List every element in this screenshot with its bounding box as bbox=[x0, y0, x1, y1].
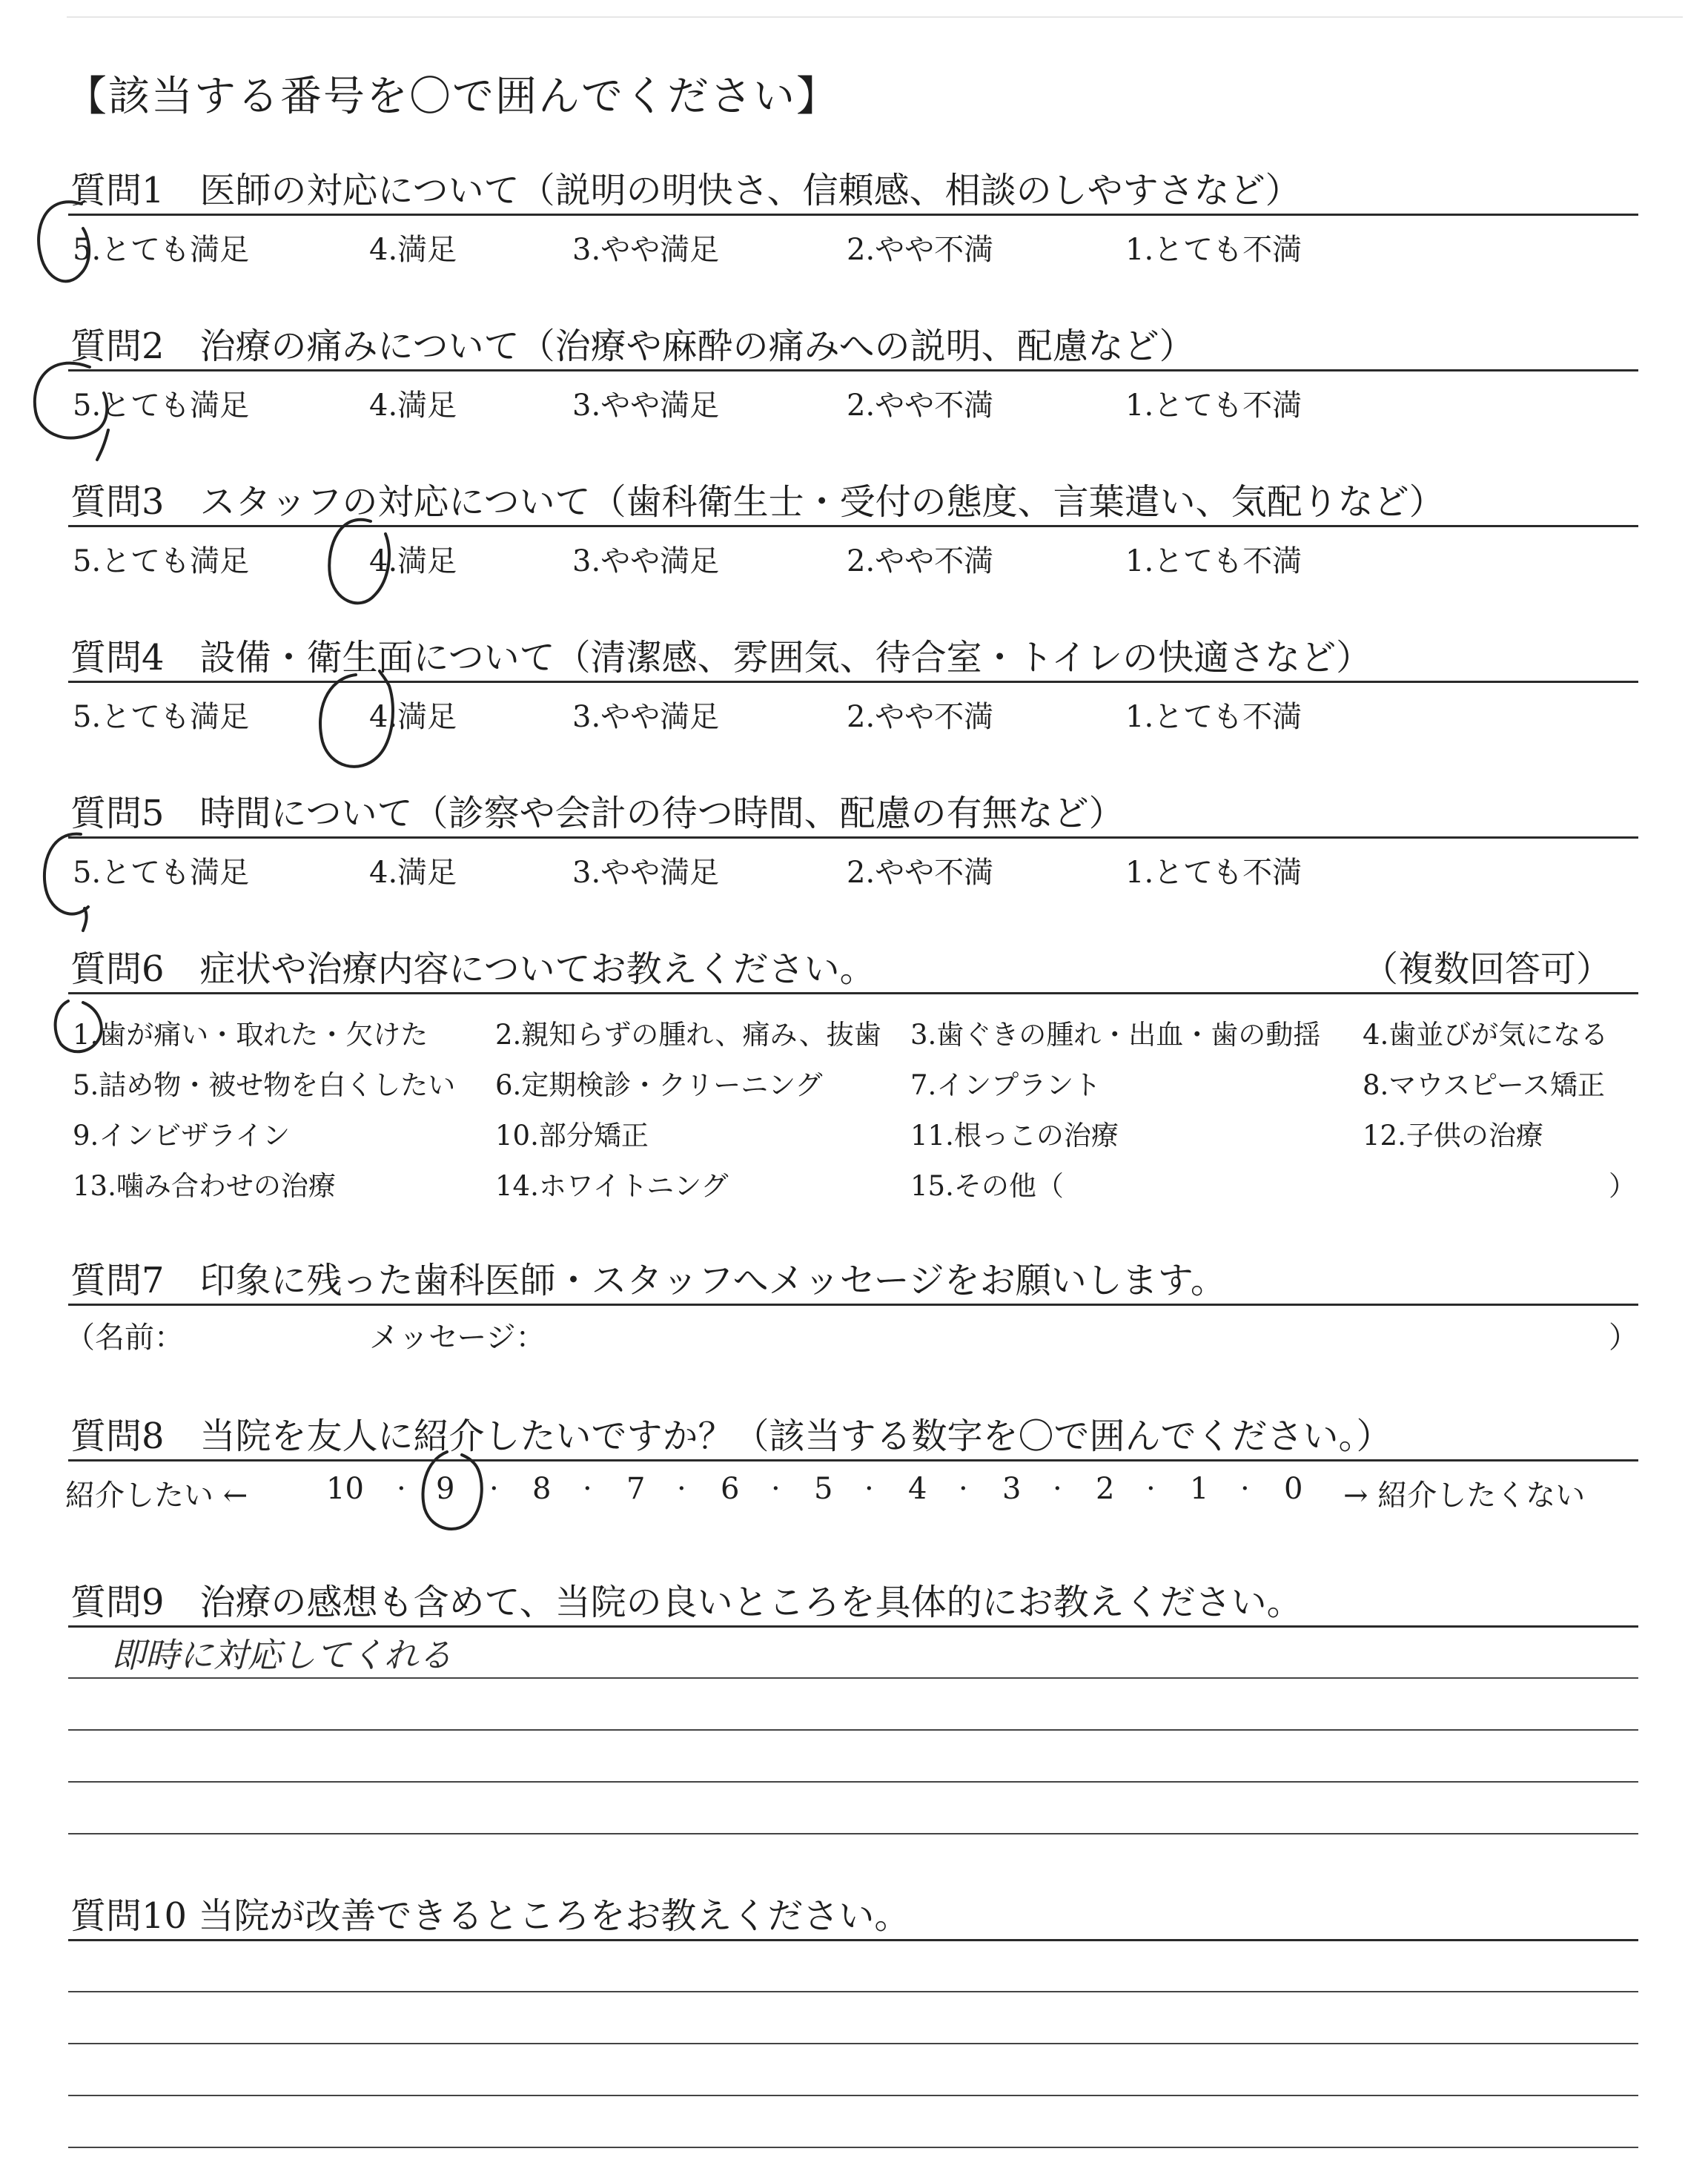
q5-selection-circle bbox=[33, 819, 107, 938]
q4-option-4[interactable]: 4.満足 bbox=[369, 700, 457, 734]
q6-option-15[interactable]: 15.その他（ bbox=[910, 1170, 1064, 1202]
q7-title: 質問7 印象に残った歯科医師・スタッフへメッセージをお願いします。 bbox=[70, 1260, 1226, 1301]
q6-option-1[interactable]: 1.歯が痛い・取れた・欠けた bbox=[73, 1019, 428, 1051]
q8-left-label: 紹介したい ← bbox=[65, 1479, 248, 1513]
q8-scale-2[interactable]: 2 bbox=[1096, 1472, 1115, 1506]
q1-option-4[interactable]: 4.満足 bbox=[369, 233, 457, 267]
q5-title: 質問5 時間について（診察や会計の待つ時間、配慮の有無など） bbox=[70, 793, 1125, 834]
q2-option-4[interactable]: 4.満足 bbox=[369, 389, 457, 423]
q3-option-1[interactable]: 1.とても不満 bbox=[1125, 544, 1302, 578]
q8-scale-dot: · bbox=[959, 1472, 968, 1506]
q2-option-2[interactable]: 2.やや不満 bbox=[847, 389, 994, 423]
q2-rule bbox=[68, 369, 1638, 371]
q4-option-1[interactable]: 1.とても不満 bbox=[1125, 700, 1302, 734]
q9-handwritten-answer[interactable]: 即時に対応してくれる bbox=[111, 1635, 452, 1675]
q6-option-8[interactable]: 8.マウスピース矯正 bbox=[1363, 1069, 1605, 1101]
q6-option-13[interactable]: 13.噛み合わせの治療 bbox=[73, 1170, 336, 1202]
q5-option-3[interactable]: 3.やや満足 bbox=[572, 856, 720, 890]
q7-rule bbox=[68, 1304, 1638, 1306]
q8-scale-dot: · bbox=[397, 1472, 406, 1506]
q8-scale-dot: · bbox=[583, 1472, 592, 1506]
q1-selection-circle bbox=[30, 185, 104, 297]
q9-rule bbox=[68, 1625, 1638, 1628]
q8-right-label: → 紹介したくない bbox=[1343, 1479, 1586, 1513]
q8-scale-dot: · bbox=[677, 1472, 686, 1506]
q10-answer-line bbox=[68, 1991, 1638, 1992]
q8-scale-dot: · bbox=[1146, 1472, 1156, 1506]
q6-selection-circle bbox=[46, 986, 113, 1060]
q1-option-3[interactable]: 3.やや満足 bbox=[572, 233, 720, 267]
q6-option-14[interactable]: 14.ホワイトニング bbox=[495, 1170, 729, 1202]
q2-selection-circle bbox=[27, 349, 108, 467]
q6-option-12[interactable]: 12.子供の治療 bbox=[1363, 1120, 1543, 1152]
q5-option-4[interactable]: 4.満足 bbox=[369, 856, 457, 890]
q4-option-3[interactable]: 3.やや満足 bbox=[572, 700, 720, 734]
q4-option-2[interactable]: 2.やや不満 bbox=[847, 700, 994, 734]
q8-scale-7[interactable]: 7 bbox=[626, 1472, 646, 1506]
q8-scale-3[interactable]: 3 bbox=[1002, 1472, 1022, 1506]
q3-option-3[interactable]: 3.やや満足 bbox=[572, 544, 720, 578]
q3-option-4[interactable]: 4.満足 bbox=[369, 544, 457, 578]
q10-answer-line bbox=[68, 2095, 1638, 2096]
q2-option-5[interactable]: 5.とても満足 bbox=[73, 389, 250, 423]
q9-answer-line bbox=[68, 1833, 1638, 1834]
q8-scale-5[interactable]: 5 bbox=[814, 1472, 833, 1506]
q1-rule bbox=[68, 214, 1638, 216]
q10-title: 質問10 当院が改善できるところをお教えください。 bbox=[70, 1895, 910, 1937]
q6-option-2[interactable]: 2.親知らずの腫れ、痛み、抜歯 bbox=[495, 1019, 881, 1051]
q6-option-9[interactable]: 9.インビザライン bbox=[73, 1120, 291, 1152]
q6-title: 質問6 症状や治療内容についてお教えください。 bbox=[70, 948, 875, 990]
q10-answer-line bbox=[68, 2043, 1638, 2044]
q6-option-11[interactable]: 11.根っこの治療 bbox=[910, 1120, 1119, 1152]
q3-title: 質問3 スタッフの対応について（歯科衛生士・受付の態度、言葉遣い、気配りなど） bbox=[70, 481, 1445, 523]
q8-scale-dot: · bbox=[489, 1472, 499, 1506]
q6-option-7[interactable]: 7.インプラント bbox=[910, 1069, 1102, 1101]
q8-scale-dot: · bbox=[771, 1472, 781, 1506]
q8-title: 質問8 当院を友人に紹介したいですか？（該当する数字を〇で囲んでください。） bbox=[70, 1416, 1392, 1457]
q8-scale-9[interactable]: 9 bbox=[436, 1472, 455, 1506]
q1-option-2[interactable]: 2.やや不満 bbox=[847, 233, 994, 267]
page-top-edge bbox=[67, 16, 1683, 18]
q6-multiple-note: （複数回答可） bbox=[1363, 948, 1612, 990]
q8-scale-dot: · bbox=[1240, 1472, 1250, 1506]
q6-option-3[interactable]: 3.歯ぐきの腫れ・出血・歯の動揺 bbox=[910, 1019, 1321, 1051]
q8-scale-4[interactable]: 4 bbox=[908, 1472, 927, 1506]
q9-answer-line bbox=[68, 1677, 1638, 1679]
q10-rule bbox=[68, 1939, 1638, 1941]
q9-title: 質問9 治療の感想も含めて、当院の良いところを具体的にお教えください。 bbox=[70, 1582, 1302, 1623]
q6-other-close-paren: ） bbox=[1609, 1170, 1636, 1202]
q5-option-1[interactable]: 1.とても不満 bbox=[1125, 856, 1302, 890]
q5-option-2[interactable]: 2.やや不満 bbox=[847, 856, 994, 890]
q8-scale-10[interactable]: 10 bbox=[326, 1472, 364, 1506]
q8-scale-1[interactable]: 1 bbox=[1190, 1472, 1209, 1506]
q5-rule bbox=[68, 836, 1638, 839]
q8-rule bbox=[68, 1459, 1638, 1462]
q7-name-label: （名前： bbox=[65, 1321, 184, 1355]
q6-option-6[interactable]: 6.定期検診・クリーニング bbox=[495, 1069, 823, 1101]
q4-selection-circle bbox=[311, 656, 415, 790]
q1-option-1[interactable]: 1.とても不満 bbox=[1125, 233, 1302, 267]
q2-option-1[interactable]: 1.とても不満 bbox=[1125, 389, 1302, 423]
q2-title: 質問2 治療の痛みについて（治療や麻酔の痛みへの説明、配慮など） bbox=[70, 326, 1195, 367]
q4-option-5[interactable]: 5.とても満足 bbox=[73, 700, 250, 734]
q8-scale-6[interactable]: 6 bbox=[721, 1472, 740, 1506]
q8-scale-8[interactable]: 8 bbox=[532, 1472, 552, 1506]
q2-option-3[interactable]: 3.やや満足 bbox=[572, 389, 720, 423]
q9-answer-line bbox=[68, 1729, 1638, 1731]
form-heading: 【該当する番号を〇で囲んでください】 bbox=[65, 73, 839, 121]
q4-title: 質問4 設備・衛生面について（清潔感、雰囲気、待合室・トイレの快適さなど） bbox=[70, 637, 1372, 678]
q6-option-5[interactable]: 5.詰め物・被せ物を白くしたい bbox=[73, 1069, 456, 1101]
q7-message-label: メッセージ： bbox=[369, 1321, 546, 1355]
q3-rule bbox=[68, 525, 1638, 527]
q8-selection-circle bbox=[414, 1439, 495, 1542]
q6-option-4[interactable]: 4.歯並びが気になる bbox=[1363, 1019, 1609, 1051]
q8-scale-0[interactable]: 0 bbox=[1284, 1472, 1303, 1506]
q1-option-5[interactable]: 5.とても満足 bbox=[73, 233, 250, 267]
q3-option-5[interactable]: 5.とても満足 bbox=[73, 544, 250, 578]
q5-option-5[interactable]: 5.とても満足 bbox=[73, 856, 250, 890]
q10-answer-line bbox=[68, 2147, 1638, 2148]
q3-selection-circle bbox=[319, 508, 408, 619]
q1-title: 質問1 医師の対応について（説明の明快さ、信頼感、相談のしやすさなど） bbox=[70, 170, 1301, 211]
q4-rule bbox=[68, 681, 1638, 683]
q9-answer-line bbox=[68, 1781, 1638, 1783]
q8-scale-dot: · bbox=[864, 1472, 874, 1506]
q3-option-2[interactable]: 2.やや不満 bbox=[847, 544, 994, 578]
q8-scale-dot: · bbox=[1053, 1472, 1062, 1506]
q6-option-10[interactable]: 10.部分矯正 bbox=[495, 1120, 649, 1152]
q7-close-paren: ） bbox=[1609, 1321, 1638, 1355]
q6-rule bbox=[68, 992, 1638, 994]
